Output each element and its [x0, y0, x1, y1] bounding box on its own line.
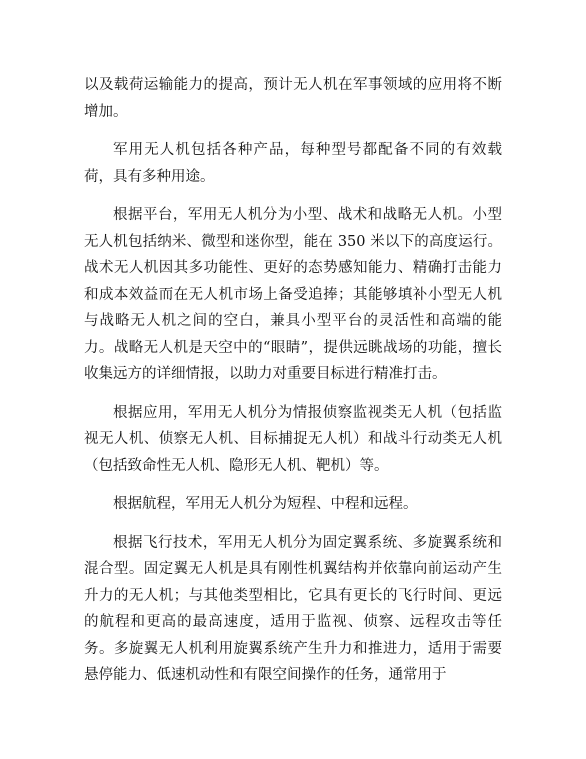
- paragraph-by-application: 根据应用，军用无人机分为情报侦察监视类无人机（包括监视无人机、侦察无人机、目标捕捉无人机）和战斗行动类无人机（包括致命性无人机、隐形无人机、靶机）等。: [84, 404, 502, 474]
- paragraph-by-platform: 根据平台，军用无人机分为小型、战术和战略无人机。小型无人机包括纳米、微型和迷你型，能在 350 米以下的高度运行。战术无人机因其多功能性、更好的态势感知能力、精确打击能力和成本效益而在无人机市场上备受追捧；其能够填补小型无人机与战略无人机之间的空白，兼具小型平台的灵活性和高端的能力。战略无人机是天空中的“眼睛”，提供远眺战场的功能，擅长收集远方的详细情报，以助力对重要目标进行精准打击。: [84, 207, 502, 382]
- paragraph-military-uav-products: 军用无人机包括各种产品，每种型号都配备不同的有效载荷，具有多种用途。: [84, 142, 502, 185]
- paragraph-continuation: 以及载荷运输能力的提高，预计无人机在军事领域的应用将不断增加。: [84, 77, 502, 120]
- document-body: [84, 72, 502, 701]
- paragraph-by-flight-technology: 根据飞行技术，军用无人机分为固定翼系统、多旋翼系统和混合型。固定翼无人机是具有刚性机翼结构并依靠向前运动产生升力的无人机；与其他类型相比，它具有更长的飞行时间、更远的航程和更高的最高速度，适用于监视、侦察、远程攻击等任务。多旋翼无人机利用旋翼系统产生升力和推进力，适用于需要悬停能力、低速机动性和有限空间操作的任务，通常用于: [84, 534, 502, 683]
- paragraph-by-range: 根据航程，军用无人机分为短程、中程和远程。: [113, 496, 418, 512]
